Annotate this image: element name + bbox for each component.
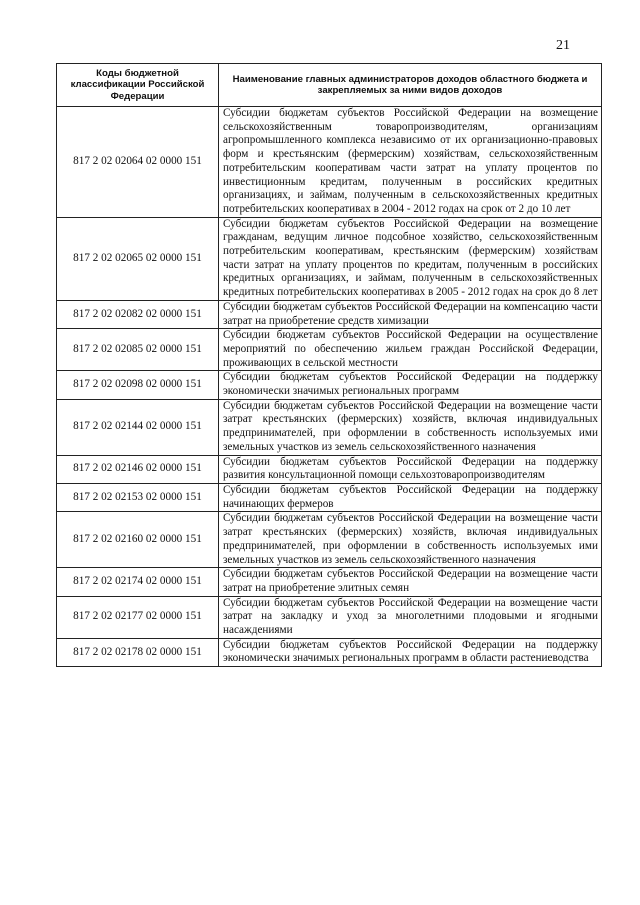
table-row <box>57 568 602 596</box>
table-row <box>57 300 602 328</box>
budget-code-cell: 817 2 02 02065 02 0000 151 <box>57 217 219 300</box>
table-row <box>57 638 602 666</box>
revenue-description-cell: Субсидии бюджетам субъектов Российской Федерации на возмещение сельскохозяйственным товаропроизводителям, организациям агропромышленного комплекса независимо от их организационно-правовых форм и крестьянским (фермерским) хозяйствам, сельскохозяйственным потребительским кооперативам части затрат на уплату процентов по инвестиционным кредитам, полученным в российских кредитных организациях, и займам, полученным в сельскохозяйственных кредитных потребительских кооперативах в 2004 - 2012 годах на срок от 2 до 10 лет <box>219 107 602 218</box>
revenue-description-cell: Субсидии бюджетам субъектов Российской Федерации на осуществление мероприятий по обеспечению жильем граждан Российской Федерации, проживающих в сельской местности <box>219 329 602 371</box>
revenue-description-cell: Субсидии бюджетам субъектов Российской Федерации на поддержку экономически значимых региональных программ в области растениеводства <box>219 638 602 666</box>
budget-code-cell: 817 2 02 02144 02 0000 151 <box>57 399 219 455</box>
budget-code-cell: 817 2 02 02082 02 0000 151 <box>57 300 219 328</box>
revenue-description-cell: Субсидии бюджетам субъектов Российской Федерации на поддержку начинающих фермеров <box>219 483 602 511</box>
table-row <box>57 371 602 399</box>
revenue-description-cell: Субсидии бюджетам субъектов Российской Федерации на возмещение части затрат на приобретение элитных семян <box>219 568 602 596</box>
revenue-description-cell: Субсидии бюджетам субъектов Российской Федерации на поддержку экономически значимых региональных программ <box>219 371 602 399</box>
budget-code-cell: 817 2 02 02178 02 0000 151 <box>57 638 219 666</box>
budget-code-cell: 817 2 02 02153 02 0000 151 <box>57 483 219 511</box>
header-administrator-names: Наименование главных администраторов доходов областного бюджета и закрепляемых за ними видов доходов <box>219 64 602 107</box>
budget-code-cell: 817 2 02 02146 02 0000 151 <box>57 455 219 483</box>
revenue-description-cell: Субсидии бюджетам субъектов Российской Федерации на поддержку развития консультационной помощи сельхозтоваропроизводителям <box>219 455 602 483</box>
revenue-description-cell: Субсидии бюджетам субъектов Российской Федерации на возмещение части затрат крестьянских (фермерских) хозяйств, включая индивидуальных предпринимателей, при оформлении в собственность используемых ими земельных участков из земель сельскохозяйственного назначения <box>219 399 602 455</box>
table-row <box>57 512 602 568</box>
revenue-codes-table <box>56 63 602 667</box>
budget-code-cell: 817 2 02 02174 02 0000 151 <box>57 568 219 596</box>
budget-code-cell: 817 2 02 02177 02 0000 151 <box>57 596 219 638</box>
table-row <box>57 455 602 483</box>
table-row <box>57 329 602 371</box>
revenue-description-cell: Субсидии бюджетам субъектов Российской Федерации на компенсацию части затрат на приобретение средств химизации <box>219 300 602 328</box>
table-row <box>57 399 602 455</box>
table-row <box>57 107 602 218</box>
table-header-row <box>57 64 602 107</box>
page-number: 21 <box>556 38 570 53</box>
budget-code-cell: 817 2 02 02085 02 0000 151 <box>57 329 219 371</box>
table-row <box>57 217 602 300</box>
table-row <box>57 483 602 511</box>
revenue-description-cell: Субсидии бюджетам субъектов Российской Федерации на возмещение части затрат крестьянских (фермерских) хозяйств, включая индивидуальных предпринимателей, при оформлении в собственность используемых ими земельных участков из земель сельскохозяйственного назначения <box>219 512 602 568</box>
header-budget-codes: Коды бюджетной классификации Российской Федерации <box>57 64 219 107</box>
budget-code-cell: 817 2 02 02098 02 0000 151 <box>57 371 219 399</box>
revenue-description-cell: Субсидии бюджетам субъектов Российской Федерации на возмещение гражданам, ведущим личное подсобное хозяйство, сельскохозяйственным потребительским кооперативам, крестьянским (фермерским) хозяйствам части затрат на уплату процентов по кредитам, полученным в российских кредитных организациях, и займам, полученным в сельскохозяйственных кредитных потребительских кооперативах в 2005 - 2012 годах на срок до 8 лет <box>219 217 602 300</box>
revenue-description-cell: Субсидии бюджетам субъектов Российской Федерации на возмещение части затрат на закладку и уход за многолетними плодовыми и ягодными насаждениями <box>219 596 602 638</box>
budget-code-cell: 817 2 02 02160 02 0000 151 <box>57 512 219 568</box>
table-row <box>57 596 602 638</box>
budget-code-cell: 817 2 02 02064 02 0000 151 <box>57 107 219 218</box>
